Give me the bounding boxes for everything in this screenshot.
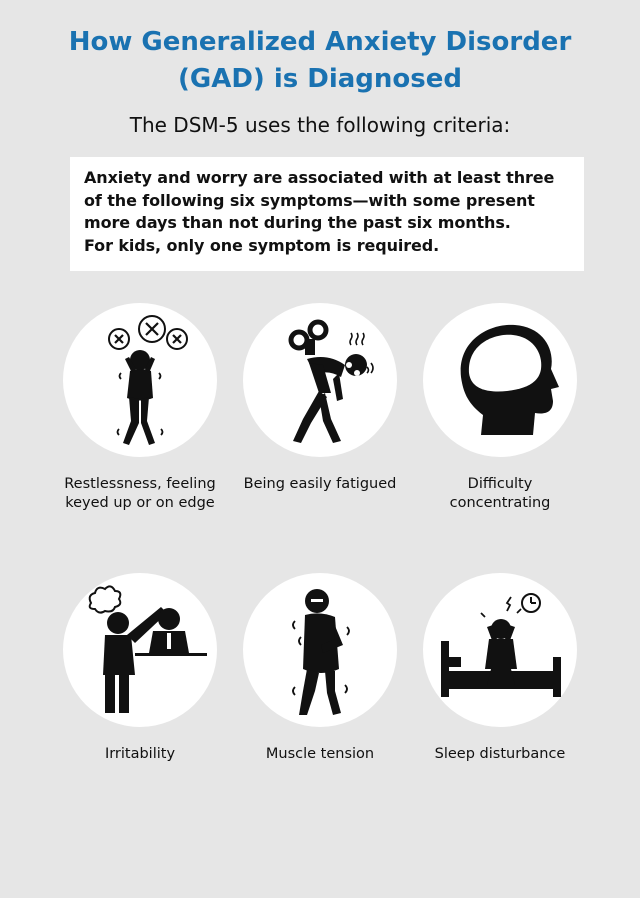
symptom-circle — [423, 573, 577, 727]
symptom-concentration — [410, 303, 590, 513]
symptom-circle — [243, 303, 397, 457]
criteria-box — [70, 157, 584, 271]
symptom-sleep-disturbance — [410, 573, 590, 764]
title-line-1: How Generalized Anxiety Disorder — [68, 27, 572, 57]
criteria-text: Anxiety and worry are associated with at least three of the following six symptoms—with some present more days than not during the past six months. For kids, only one symptom is required. — [84, 168, 555, 255]
symptom-circle — [63, 303, 217, 457]
symptom-circle — [63, 573, 217, 727]
symptom-label: Being easily fatigued — [243, 476, 397, 492]
symptom-fatigue — [230, 303, 410, 494]
symptom-irritability — [50, 573, 230, 764]
symptom-circle — [243, 573, 397, 727]
symptom-label: Irritability — [104, 746, 176, 762]
angry-pointing-person-icon — [63, 573, 217, 727]
symptom-restlessness — [50, 303, 230, 513]
restless-person-icon — [63, 303, 217, 457]
symptom-label: Difficulty concentrating — [449, 476, 551, 511]
symptom-muscle-tension — [230, 573, 410, 764]
symptom-label: Sleep disturbance — [434, 746, 566, 762]
tense-person-icon — [243, 573, 397, 727]
sleepless-bed-clock-icon — [423, 573, 577, 727]
fatigued-windup-person-icon — [243, 303, 397, 457]
symptom-circle — [423, 303, 577, 457]
symptom-label: Restlessness, feeling keyed up or on edge — [64, 476, 216, 511]
page-subtitle: The DSM-5 uses the following criteria: — [129, 113, 511, 137]
symptom-label: Muscle tension — [265, 746, 375, 762]
title-line-2: (GAD) is Diagnosed — [177, 64, 463, 94]
page-title — [0, 24, 640, 98]
head-profile-icon — [423, 303, 577, 457]
